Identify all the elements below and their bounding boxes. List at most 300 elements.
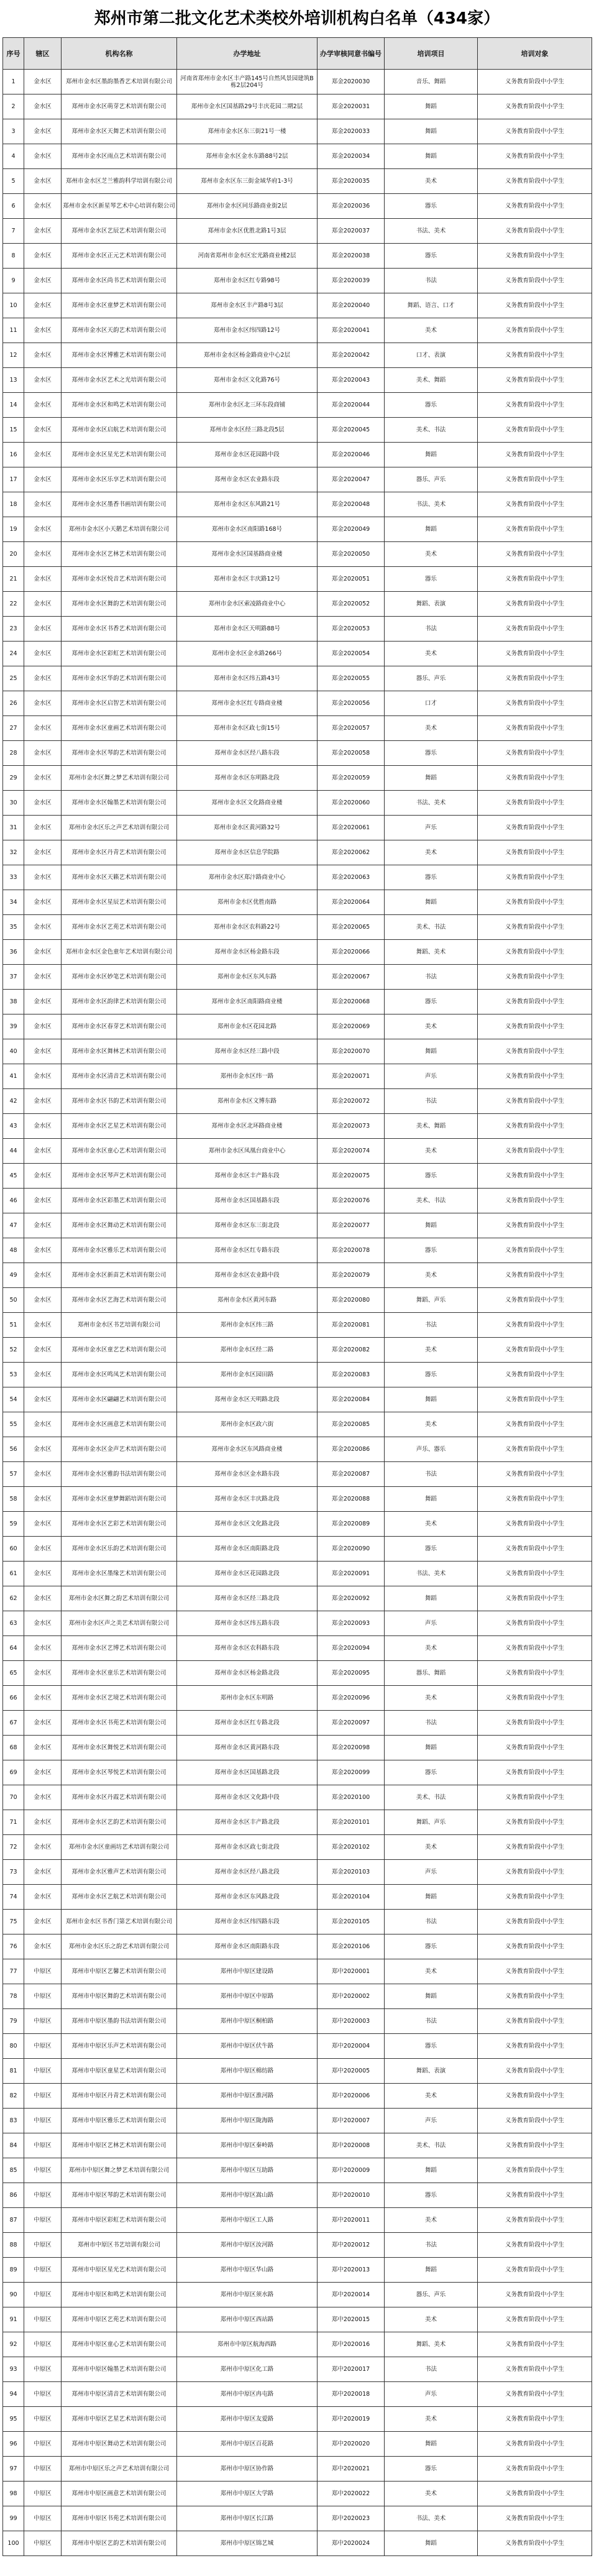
cell-training-target: 义务教育阶段中小学生 bbox=[478, 2432, 592, 2457]
cell-org-name: 郑州市金水区画意艺术培训有限公司 bbox=[62, 1412, 177, 1437]
cell-permit-no: 郑金2020104 bbox=[318, 1885, 385, 1910]
table-row bbox=[3, 642, 592, 666]
cell-permit-no: 郑金2020033 bbox=[318, 119, 385, 144]
cell-index: 25 bbox=[3, 666, 24, 691]
cell-district: 金水区 bbox=[24, 244, 62, 269]
cell-district: 金水区 bbox=[24, 517, 62, 542]
table-row bbox=[3, 2407, 592, 2432]
cell-address: 河南省郑州市金水区宏光路商业楼2层 bbox=[177, 244, 318, 269]
cell-index: 15 bbox=[3, 418, 24, 443]
cell-address: 郑州市金水区东风路21号 bbox=[177, 492, 318, 517]
table-row bbox=[3, 2382, 592, 2407]
cell-training-target: 义务教育阶段中小学生 bbox=[478, 2258, 592, 2283]
table-row bbox=[3, 940, 592, 965]
cell-index: 20 bbox=[3, 542, 24, 567]
cell-training-items: 书法、美术 bbox=[385, 791, 478, 816]
cell-training-items: 声乐 bbox=[385, 1611, 478, 1636]
cell-org-name: 郑州市中原区童心艺术培训有限公司 bbox=[62, 2332, 177, 2357]
cell-training-items: 舞蹈 bbox=[385, 1039, 478, 1064]
table-row bbox=[3, 965, 592, 990]
cell-district: 金水区 bbox=[24, 542, 62, 567]
cell-training-target: 义务教育阶段中小学生 bbox=[478, 293, 592, 318]
cell-address: 郑州市金水区园田路 bbox=[177, 1363, 318, 1387]
cell-district: 中原区 bbox=[24, 2506, 62, 2531]
cell-training-target: 义务教育阶段中小学生 bbox=[478, 1835, 592, 1860]
cell-training-target: 义务教育阶段中小学生 bbox=[478, 1064, 592, 1089]
header-col-permit-no: 办学审核同意书编号 bbox=[318, 38, 385, 70]
cell-district: 中原区 bbox=[24, 2034, 62, 2059]
cell-district: 金水区 bbox=[24, 1760, 62, 1785]
table-row bbox=[3, 1164, 592, 1189]
table-row bbox=[3, 1760, 592, 1785]
cell-org-name: 郑州市金水区乐之韵艺术培训有限公司 bbox=[62, 1934, 177, 1959]
cell-training-items: 舞蹈 bbox=[385, 766, 478, 791]
cell-district: 金水区 bbox=[24, 642, 62, 666]
cell-address: 郑州市金水区文化路76号 bbox=[177, 368, 318, 393]
cell-training-items: 美术 bbox=[385, 1636, 478, 1661]
cell-address: 郑州市金水区经二路 bbox=[177, 1338, 318, 1363]
cell-org-name: 郑州市金水区金色童年艺术培训有限公司 bbox=[62, 940, 177, 965]
cell-address: 郑州市金水区花园路北段 bbox=[177, 1562, 318, 1586]
table-row bbox=[3, 1487, 592, 1512]
table-row bbox=[3, 144, 592, 169]
cell-permit-no: 郑金2020041 bbox=[318, 318, 385, 343]
cell-address: 郑州市金水区东风路商业楼 bbox=[177, 1437, 318, 1462]
table-row bbox=[3, 318, 592, 343]
cell-org-name: 郑州市金水区琴韵艺术培训有限公司 bbox=[62, 741, 177, 766]
cell-index: 84 bbox=[3, 2133, 24, 2158]
cell-permit-no: 郑金2020064 bbox=[318, 890, 385, 915]
cell-address: 郑州市金水区黄河路东段 bbox=[177, 1736, 318, 1760]
table-row bbox=[3, 1661, 592, 1686]
cell-address: 郑州市金水区索凌路商业中心 bbox=[177, 592, 318, 617]
cell-index: 9 bbox=[3, 269, 24, 293]
cell-org-name: 郑州市金水区童梦艺术培训有限公司 bbox=[62, 293, 177, 318]
cell-district: 金水区 bbox=[24, 1437, 62, 1462]
cell-training-target: 义务教育阶段中小学生 bbox=[478, 244, 592, 269]
cell-training-target: 义务教育阶段中小学生 bbox=[478, 1189, 592, 1213]
cell-address: 河南省郑州市金水区丰产路145号自然风景园建筑B栋2层204号 bbox=[177, 70, 318, 94]
cell-permit-no: 郑金2020057 bbox=[318, 716, 385, 741]
cell-permit-no: 郑中2020008 bbox=[318, 2133, 385, 2158]
cell-address: 郑州市金水区南阳路东段 bbox=[177, 1934, 318, 1959]
table-row bbox=[3, 1039, 592, 1064]
cell-permit-no: 郑金2020081 bbox=[318, 1313, 385, 1338]
cell-district: 金水区 bbox=[24, 318, 62, 343]
cell-training-target: 义务教育阶段中小学生 bbox=[478, 368, 592, 393]
cell-training-target: 义务教育阶段中小学生 bbox=[478, 1785, 592, 1810]
cell-permit-no: 郑中2020001 bbox=[318, 1959, 385, 1984]
cell-training-items: 书法 bbox=[385, 1910, 478, 1934]
cell-org-name: 郑州市金水区书香艺术培训有限公司 bbox=[62, 617, 177, 642]
table-row bbox=[3, 119, 592, 144]
cell-district: 金水区 bbox=[24, 94, 62, 119]
cell-index: 1 bbox=[3, 70, 24, 94]
cell-index: 28 bbox=[3, 741, 24, 766]
cell-address: 郑州市金水区农科路22号 bbox=[177, 915, 318, 940]
table-row bbox=[3, 1810, 592, 1835]
table-row bbox=[3, 2109, 592, 2133]
cell-org-name: 郑州市金水区雅韵书法培训有限公司 bbox=[62, 1462, 177, 1487]
cell-permit-no: 郑中2020004 bbox=[318, 2034, 385, 2059]
table-row bbox=[3, 1512, 592, 1537]
cell-permit-no: 郑金2020096 bbox=[318, 1686, 385, 1711]
cell-org-name: 郑州市金水区艺韵艺术培训有限公司 bbox=[62, 1810, 177, 1835]
cell-org-name: 郑州市金水区新星琴艺术中心培训有限公司 bbox=[62, 194, 177, 219]
cell-permit-no: 郑金2020065 bbox=[318, 915, 385, 940]
table-row bbox=[3, 1064, 592, 1089]
cell-permit-no: 郑中2020012 bbox=[318, 2233, 385, 2258]
cell-permit-no: 郑金2020047 bbox=[318, 467, 385, 492]
cell-training-target: 义务教育阶段中小学生 bbox=[478, 318, 592, 343]
cell-training-items: 舞蹈、声乐 bbox=[385, 1288, 478, 1313]
cell-training-items: 器乐 bbox=[385, 1363, 478, 1387]
cell-training-items: 美术 bbox=[385, 1338, 478, 1363]
cell-index: 22 bbox=[3, 592, 24, 617]
table-row bbox=[3, 1338, 592, 1363]
table-row bbox=[3, 2283, 592, 2307]
cell-training-target: 义务教育阶段中小学生 bbox=[478, 94, 592, 119]
cell-address: 郑州市金水区国基路北段 bbox=[177, 1760, 318, 1785]
cell-training-items: 器乐 bbox=[385, 194, 478, 219]
cell-address: 郑州市金水区丰庆路12号 bbox=[177, 567, 318, 592]
cell-training-items: 器乐 bbox=[385, 2183, 478, 2208]
table-row bbox=[3, 2233, 592, 2258]
cell-permit-no: 郑中2020017 bbox=[318, 2357, 385, 2382]
table-row bbox=[3, 1412, 592, 1437]
header-col-org-name: 机构名称 bbox=[62, 38, 177, 70]
cell-training-target: 义务教育阶段中小学生 bbox=[478, 940, 592, 965]
cell-permit-no: 郑金2020050 bbox=[318, 542, 385, 567]
cell-training-target: 义务教育阶段中小学生 bbox=[478, 1039, 592, 1064]
cell-training-items: 器乐 bbox=[385, 2457, 478, 2482]
cell-index: 49 bbox=[3, 1263, 24, 1288]
cell-district: 中原区 bbox=[24, 2482, 62, 2506]
table-row bbox=[3, 1288, 592, 1313]
cell-training-target: 义务教育阶段中小学生 bbox=[478, 2531, 592, 2556]
cell-org-name: 郑州市金水区翩翩艺术培训有限公司 bbox=[62, 1387, 177, 1412]
cell-index: 6 bbox=[3, 194, 24, 219]
table-row bbox=[3, 1711, 592, 1736]
cell-training-items: 舞蹈 bbox=[385, 119, 478, 144]
table-row bbox=[3, 2457, 592, 2482]
cell-permit-no: 郑中2020005 bbox=[318, 2059, 385, 2084]
cell-district: 中原区 bbox=[24, 2357, 62, 2382]
cell-permit-no: 郑金2020071 bbox=[318, 1064, 385, 1089]
cell-address: 郑州市金水区黄河东路 bbox=[177, 1288, 318, 1313]
cell-training-target: 义务教育阶段中小学生 bbox=[478, 965, 592, 990]
cell-permit-no: 郑中2020016 bbox=[318, 2332, 385, 2357]
cell-permit-no: 郑金2020079 bbox=[318, 1263, 385, 1288]
cell-training-target: 义务教育阶段中小学生 bbox=[478, 666, 592, 691]
cell-index: 14 bbox=[3, 393, 24, 418]
cell-org-name: 郑州市金水区艺航艺术培训有限公司 bbox=[62, 1885, 177, 1910]
cell-address: 郑州市金水区金水路东段 bbox=[177, 1462, 318, 1487]
cell-permit-no: 郑金2020105 bbox=[318, 1910, 385, 1934]
cell-training-items: 书法 bbox=[385, 269, 478, 293]
table-row bbox=[3, 443, 592, 467]
cell-training-items: 器乐 bbox=[385, 741, 478, 766]
cell-district: 中原区 bbox=[24, 2183, 62, 2208]
cell-permit-no: 郑金2020089 bbox=[318, 1512, 385, 1537]
table-row bbox=[3, 1860, 592, 1885]
cell-training-target: 义务教育阶段中小学生 bbox=[478, 2506, 592, 2531]
cell-training-target: 义务教育阶段中小学生 bbox=[478, 542, 592, 567]
cell-training-items: 美术 bbox=[385, 2482, 478, 2506]
table-row bbox=[3, 2307, 592, 2332]
cell-training-target: 义务教育阶段中小学生 bbox=[478, 1338, 592, 1363]
cell-district: 金水区 bbox=[24, 443, 62, 467]
cell-training-target: 义务教育阶段中小学生 bbox=[478, 592, 592, 617]
cell-district: 中原区 bbox=[24, 2283, 62, 2307]
cell-address: 郑州市中原区汝河路 bbox=[177, 2233, 318, 2258]
cell-permit-no: 郑金2020067 bbox=[318, 965, 385, 990]
cell-org-name: 郑州市金水区翰墨艺术培训有限公司 bbox=[62, 791, 177, 816]
cell-district: 金水区 bbox=[24, 1014, 62, 1039]
cell-org-name: 郑州市金水区博雅艺术培训有限公司 bbox=[62, 343, 177, 368]
cell-org-name: 郑州市金水区艺境艺术培训有限公司 bbox=[62, 1686, 177, 1711]
table-row bbox=[3, 2482, 592, 2506]
table-row bbox=[3, 1736, 592, 1760]
cell-index: 81 bbox=[3, 2059, 24, 2084]
cell-address: 郑州市金水区纬五路东段 bbox=[177, 1611, 318, 1636]
cell-training-target: 义务教育阶段中小学生 bbox=[478, 840, 592, 865]
cell-training-items: 器乐 bbox=[385, 244, 478, 269]
cell-org-name: 郑州市金水区乐韵艺术培训有限公司 bbox=[62, 1537, 177, 1562]
cell-index: 60 bbox=[3, 1537, 24, 1562]
cell-org-name: 郑州市中原区彩虹艺术培训有限公司 bbox=[62, 2208, 177, 2233]
cell-district: 中原区 bbox=[24, 1984, 62, 2009]
table-row bbox=[3, 1785, 592, 1810]
cell-permit-no: 郑金2020030 bbox=[318, 70, 385, 94]
cell-permit-no: 郑金2020100 bbox=[318, 1785, 385, 1810]
cell-training-items: 器乐、声乐 bbox=[385, 467, 478, 492]
cell-index: 62 bbox=[3, 1586, 24, 1611]
cell-district: 金水区 bbox=[24, 1586, 62, 1611]
cell-permit-no: 郑金2020106 bbox=[318, 1934, 385, 1959]
cell-district: 金水区 bbox=[24, 1213, 62, 1238]
cell-index: 32 bbox=[3, 840, 24, 865]
cell-address: 郑州市中原区航海西路 bbox=[177, 2332, 318, 2357]
cell-permit-no: 郑中2020021 bbox=[318, 2457, 385, 2482]
cell-permit-no: 郑中2020014 bbox=[318, 2283, 385, 2307]
cell-permit-no: 郑金2020075 bbox=[318, 1164, 385, 1189]
table-row bbox=[3, 1934, 592, 1959]
cell-training-target: 义务教育阶段中小学生 bbox=[478, 1164, 592, 1189]
cell-training-items: 书法 bbox=[385, 2357, 478, 2382]
cell-index: 21 bbox=[3, 567, 24, 592]
cell-address: 郑州市中原区锦艺城 bbox=[177, 2531, 318, 2556]
cell-district: 金水区 bbox=[24, 1934, 62, 1959]
table-row bbox=[3, 1014, 592, 1039]
cell-training-items: 舞蹈、声乐 bbox=[385, 1810, 478, 1835]
cell-index: 97 bbox=[3, 2457, 24, 2482]
cell-district: 中原区 bbox=[24, 2133, 62, 2158]
cell-permit-no: 郑金2020044 bbox=[318, 393, 385, 418]
cell-org-name: 郑州市金水区雅声艺术培训有限公司 bbox=[62, 1860, 177, 1885]
cell-district: 金水区 bbox=[24, 766, 62, 791]
table-row bbox=[3, 1263, 592, 1288]
cell-training-target: 义务教育阶段中小学生 bbox=[478, 1487, 592, 1512]
cell-permit-no: 郑金2020091 bbox=[318, 1562, 385, 1586]
cell-training-items: 美术、书法 bbox=[385, 418, 478, 443]
cell-address: 郑州市金水区东明路北段 bbox=[177, 766, 318, 791]
cell-training-items: 舞蹈 bbox=[385, 1586, 478, 1611]
cell-index: 23 bbox=[3, 617, 24, 642]
cell-permit-no: 郑中2020009 bbox=[318, 2158, 385, 2183]
header-row bbox=[3, 38, 592, 70]
cell-training-items: 舞蹈 bbox=[385, 517, 478, 542]
cell-permit-no: 郑金2020053 bbox=[318, 617, 385, 642]
cell-permit-no: 郑金2020097 bbox=[318, 1711, 385, 1736]
cell-index: 94 bbox=[3, 2382, 24, 2407]
cell-training-items: 器乐、声乐 bbox=[385, 666, 478, 691]
cell-permit-no: 郑金2020038 bbox=[318, 244, 385, 269]
cell-org-name: 郑州市金水区春芽艺术培训有限公司 bbox=[62, 1014, 177, 1039]
cell-permit-no: 郑金2020080 bbox=[318, 1288, 385, 1313]
cell-org-name: 郑州市中原区艺馨艺术培训有限公司 bbox=[62, 1959, 177, 1984]
table-row bbox=[3, 70, 592, 94]
cell-permit-no: 郑金2020034 bbox=[318, 144, 385, 169]
cell-address: 郑州市金水区经三路北段5层 bbox=[177, 418, 318, 443]
cell-permit-no: 郑金2020036 bbox=[318, 194, 385, 219]
cell-district: 金水区 bbox=[24, 865, 62, 890]
cell-address: 郑州市金水区政七街15号 bbox=[177, 716, 318, 741]
cell-training-items: 书法、美术 bbox=[385, 492, 478, 517]
cell-org-name: 郑州市中原区画意艺术培训有限公司 bbox=[62, 2482, 177, 2506]
cell-address: 郑州市金水区经八路北段 bbox=[177, 1860, 318, 1885]
cell-training-target: 义务教育阶段中小学生 bbox=[478, 2009, 592, 2034]
cell-district: 中原区 bbox=[24, 2233, 62, 2258]
cell-training-items: 美术 bbox=[385, 1959, 478, 1984]
cell-district: 金水区 bbox=[24, 1686, 62, 1711]
cell-permit-no: 郑中2020003 bbox=[318, 2009, 385, 2034]
cell-org-name: 郑州市金水区妙笔艺术培训有限公司 bbox=[62, 965, 177, 990]
cell-training-target: 义务教育阶段中小学生 bbox=[478, 2233, 592, 2258]
cell-training-target: 义务教育阶段中小学生 bbox=[478, 1387, 592, 1412]
cell-training-target: 义务教育阶段中小学生 bbox=[478, 1736, 592, 1760]
cell-permit-no: 郑金2020076 bbox=[318, 1189, 385, 1213]
cell-training-items: 舞蹈、表演 bbox=[385, 592, 478, 617]
cell-training-target: 义务教育阶段中小学生 bbox=[478, 1537, 592, 1562]
cell-org-name: 郑州市金水区华韵艺术培训有限公司 bbox=[62, 666, 177, 691]
cell-training-target: 义务教育阶段中小学生 bbox=[478, 467, 592, 492]
table-row bbox=[3, 393, 592, 418]
cell-training-target: 义务教育阶段中小学生 bbox=[478, 1089, 592, 1114]
cell-address: 郑州市金水区杨金路北段 bbox=[177, 1661, 318, 1686]
cell-district: 金水区 bbox=[24, 293, 62, 318]
cell-index: 89 bbox=[3, 2258, 24, 2283]
cell-org-name: 郑州市金水区启航艺术培训有限公司 bbox=[62, 418, 177, 443]
table-row bbox=[3, 592, 592, 617]
cell-training-items: 舞蹈 bbox=[385, 1736, 478, 1760]
table-row bbox=[3, 1387, 592, 1412]
cell-training-target: 义务教育阶段中小学生 bbox=[478, 1213, 592, 1238]
cell-index: 64 bbox=[3, 1636, 24, 1661]
cell-training-items: 美术 bbox=[385, 1686, 478, 1711]
table-row bbox=[3, 492, 592, 517]
cell-district: 金水区 bbox=[24, 194, 62, 219]
table-row bbox=[3, 194, 592, 219]
cell-permit-no: 郑金2020073 bbox=[318, 1114, 385, 1139]
cell-permit-no: 郑中2020023 bbox=[318, 2506, 385, 2531]
cell-training-items: 美术、舞蹈 bbox=[385, 368, 478, 393]
cell-training-items: 声乐 bbox=[385, 1860, 478, 1885]
cell-training-items: 口才 bbox=[385, 691, 478, 716]
cell-address: 郑州市金水区东风东路 bbox=[177, 965, 318, 990]
header-col-training-items: 培训项目 bbox=[385, 38, 478, 70]
cell-index: 11 bbox=[3, 318, 24, 343]
cell-training-items: 器乐 bbox=[385, 2034, 478, 2059]
cell-org-name: 郑州市金水区和鸣艺术培训有限公司 bbox=[62, 393, 177, 418]
cell-address: 郑州市金水区农科路东段 bbox=[177, 1636, 318, 1661]
cell-district: 金水区 bbox=[24, 1338, 62, 1363]
cell-district: 金水区 bbox=[24, 816, 62, 840]
cell-index: 13 bbox=[3, 368, 24, 393]
cell-org-name: 郑州市中原区艺苑艺术培训有限公司 bbox=[62, 2307, 177, 2332]
cell-org-name: 郑州市金水区艺博艺术培训有限公司 bbox=[62, 1636, 177, 1661]
table-row bbox=[3, 567, 592, 592]
cell-training-target: 义务教育阶段中小学生 bbox=[478, 1014, 592, 1039]
cell-address: 郑州市金水区纬四路12号 bbox=[177, 318, 318, 343]
cell-training-items: 书法、美术 bbox=[385, 1562, 478, 1586]
cell-training-target: 义务教育阶段中小学生 bbox=[478, 2109, 592, 2133]
cell-address: 郑州市金水区东风路北段 bbox=[177, 1885, 318, 1910]
cell-index: 18 bbox=[3, 492, 24, 517]
cell-permit-no: 郑金2020052 bbox=[318, 592, 385, 617]
cell-training-items: 美术 bbox=[385, 1412, 478, 1437]
cell-training-items: 书法 bbox=[385, 965, 478, 990]
cell-district: 金水区 bbox=[24, 169, 62, 194]
cell-org-name: 郑州市金水区乐之声艺术培训有限公司 bbox=[62, 816, 177, 840]
cell-district: 中原区 bbox=[24, 2382, 62, 2407]
cell-address: 郑州市金水区南阳路北段 bbox=[177, 1537, 318, 1562]
cell-district: 金水区 bbox=[24, 144, 62, 169]
cell-index: 82 bbox=[3, 2084, 24, 2109]
cell-address: 郑州市金水区凤凰台商业中心 bbox=[177, 1139, 318, 1164]
cell-index: 93 bbox=[3, 2357, 24, 2382]
cell-address: 郑州市金水区南阳路商业楼 bbox=[177, 990, 318, 1014]
cell-address: 郑州市金水区红专路东段 bbox=[177, 1238, 318, 1263]
cell-district: 金水区 bbox=[24, 492, 62, 517]
cell-address: 郑州市金水区红专路北段 bbox=[177, 1711, 318, 1736]
cell-training-target: 义务教育阶段中小学生 bbox=[478, 2158, 592, 2183]
cell-index: 55 bbox=[3, 1412, 24, 1437]
cell-org-name: 郑州市金水区小天鹅艺术培训有限公司 bbox=[62, 517, 177, 542]
cell-org-name: 郑州市金水区艺术之光培训有限公司 bbox=[62, 368, 177, 393]
cell-index: 7 bbox=[3, 219, 24, 244]
cell-permit-no: 郑金2020077 bbox=[318, 1213, 385, 1238]
cell-training-items: 器乐、声乐 bbox=[385, 2283, 478, 2307]
cell-training-target: 义务教育阶段中小学生 bbox=[478, 194, 592, 219]
cell-org-name: 郑州市金水区天舞艺术培训有限公司 bbox=[62, 119, 177, 144]
page-title: 郑州市第二批文化艺术类校外培训机构白名单（434家） bbox=[94, 9, 500, 28]
cell-training-target: 义务教育阶段中小学生 bbox=[478, 766, 592, 791]
cell-org-name: 郑州市金水区鸣凤艺术培训有限公司 bbox=[62, 1363, 177, 1387]
table-row bbox=[3, 816, 592, 840]
cell-training-target: 义务教育阶段中小学生 bbox=[478, 219, 592, 244]
cell-permit-no: 郑金2020054 bbox=[318, 642, 385, 666]
table-row bbox=[3, 2183, 592, 2208]
cell-address: 郑州市金水区北环路商业楼 bbox=[177, 1114, 318, 1139]
table-row bbox=[3, 1189, 592, 1213]
table-row bbox=[3, 2506, 592, 2531]
cell-training-items: 舞蹈 bbox=[385, 1487, 478, 1512]
cell-index: 69 bbox=[3, 1760, 24, 1785]
cell-org-name: 郑州市金水区艺林艺术培训有限公司 bbox=[62, 542, 177, 567]
cell-training-target: 义务教育阶段中小学生 bbox=[478, 1959, 592, 1984]
cell-address: 郑州市中原区伏牛路 bbox=[177, 2034, 318, 2059]
